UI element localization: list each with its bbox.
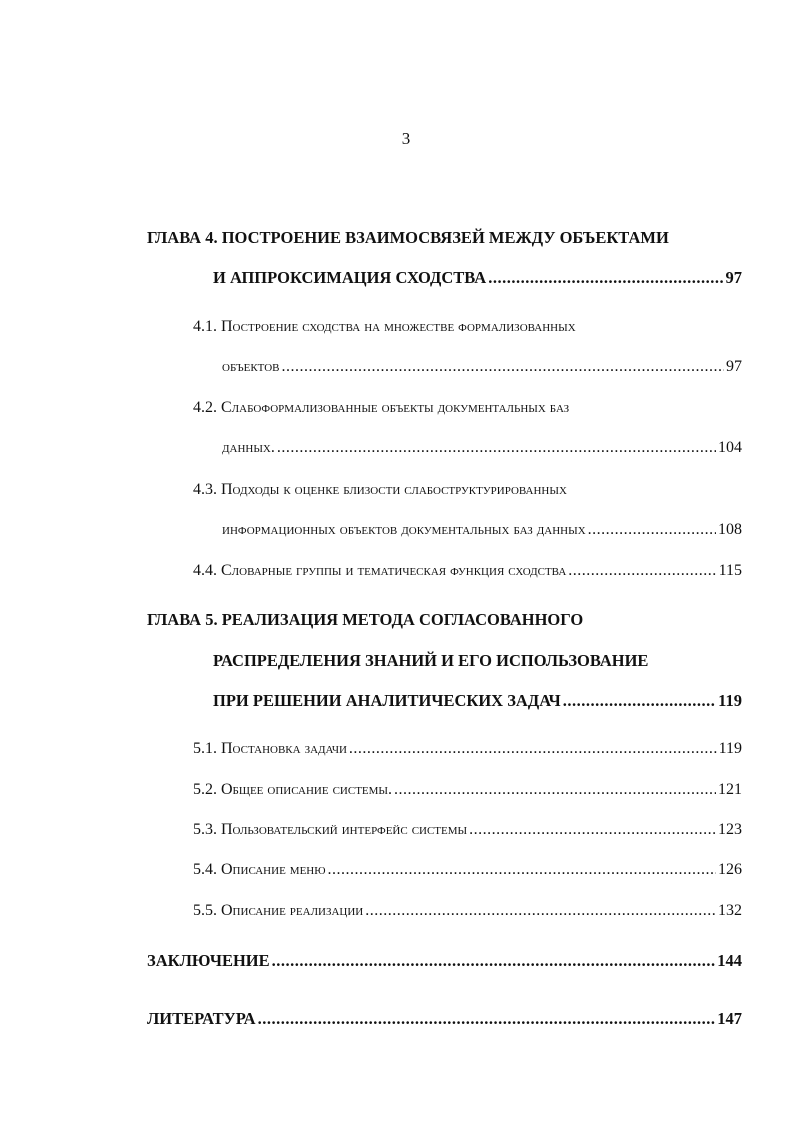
section-5-2[interactable] [193, 781, 742, 799]
section-4-4-page: 115 [718, 562, 742, 579]
section-4-1-page: 97 [726, 358, 742, 375]
leader-dots [328, 861, 716, 879]
leader-dots [588, 521, 716, 539]
section-5-3[interactable] [193, 821, 742, 839]
chapter4-title-line1 [147, 228, 669, 248]
section-4-2-line1 [193, 399, 569, 417]
leader-dots [394, 781, 716, 799]
section-4-3-text1: 4.3. Подходы к оценке близости слабоструктурированных [193, 481, 567, 498]
leader-dots [568, 562, 716, 580]
section-4-3-line2[interactable] [222, 521, 742, 539]
chapter5-title-line2 [213, 651, 648, 671]
section-4-3-line1 [193, 481, 567, 499]
leader-dots [365, 902, 716, 920]
literature-page: 147 [717, 1009, 742, 1028]
section-5-5[interactable] [193, 902, 742, 920]
section-5-3-text: 5.3. Пользовательский интерфейс системы [193, 821, 468, 838]
section-5-1[interactable] [193, 740, 742, 758]
section-4-3-page: 108 [718, 521, 742, 538]
leader-dots [563, 691, 716, 711]
section-5-3-page: 123 [718, 821, 742, 838]
literature-label: ЛИТЕРАТУРА [147, 1009, 256, 1028]
leader-dots [282, 358, 724, 376]
section-5-1-page: 119 [718, 740, 742, 757]
section-4-4-text: 4.4. Словарные группы и тематическая функция сходства [193, 562, 567, 579]
chapter5-title-text3: ПРИ РЕШЕНИИ АНАЛИТИЧЕСКИХ ЗАДАЧ [213, 691, 561, 710]
section-4-1-line1 [193, 318, 576, 336]
chapter4-title-line2[interactable] [213, 268, 742, 288]
section-5-2-text: 5.2. Общее описание системы. [193, 781, 393, 798]
leader-dots [277, 439, 716, 457]
leader-dots [258, 1009, 716, 1029]
section-5-4[interactable] [193, 861, 742, 879]
chapter4-title-text2: И АППРОКСИМАЦИЯ СХОДСТВА [213, 268, 487, 287]
leader-dots [349, 740, 717, 758]
chapter5-title-text2: РАСПРЕДЕЛЕНИЯ ЗНАНИЙ И ЕГО ИСПОЛЬЗОВАНИЕ [213, 651, 649, 670]
page-number: 3 [401, 129, 411, 148]
section-4-1-text1: 4.1. Построение сходства на множестве формализованных [193, 318, 576, 335]
chapter5-title-line3[interactable] [213, 691, 742, 711]
section-4-4[interactable] [193, 562, 742, 580]
literature-entry[interactable] [147, 1009, 742, 1029]
section-5-4-page: 126 [718, 861, 742, 878]
chapter5-title-text1: ГЛАВА 5. РЕАЛИЗАЦИЯ МЕТОДА СОГЛАСОВАННОГО [147, 610, 584, 629]
conclusion-page: 144 [717, 951, 742, 970]
conclusion-label: ЗАКЛЮЧЕНИЕ [147, 951, 270, 970]
chapter5-page: 119 [718, 691, 742, 710]
section-5-5-page: 132 [718, 902, 742, 919]
section-5-1-text: 5.1. Постановка задачи [193, 740, 347, 757]
leader-dots [469, 821, 716, 839]
chapter5-title-line1 [147, 610, 583, 630]
section-4-1-line2[interactable] [222, 358, 742, 376]
section-4-2-text2: данных. [222, 439, 275, 456]
leader-dots [488, 268, 723, 288]
section-5-4-text: 5.4. Описание меню [193, 861, 326, 878]
section-4-2-line2[interactable] [222, 439, 742, 457]
section-5-2-page: 121 [718, 781, 742, 798]
section-4-2-page: 104 [718, 439, 742, 456]
chapter4-page: 97 [725, 268, 742, 287]
section-4-2-text1: 4.2. Слабоформализованные объекты документальных баз [193, 399, 570, 416]
conclusion-entry[interactable] [147, 951, 742, 971]
chapter4-title-text1: ГЛАВА 4. ПОСТРОЕНИЕ ВЗАИМОСВЯЗЕЙ МЕЖДУ ОБЪЕКТАМИ [147, 228, 669, 247]
leader-dots [272, 951, 716, 971]
section-5-5-text: 5.5. Описание реализации [193, 902, 364, 919]
section-4-1-text2: объектов [222, 358, 280, 375]
section-4-3-text2: информационных объектов документальных баз данных [222, 521, 586, 538]
